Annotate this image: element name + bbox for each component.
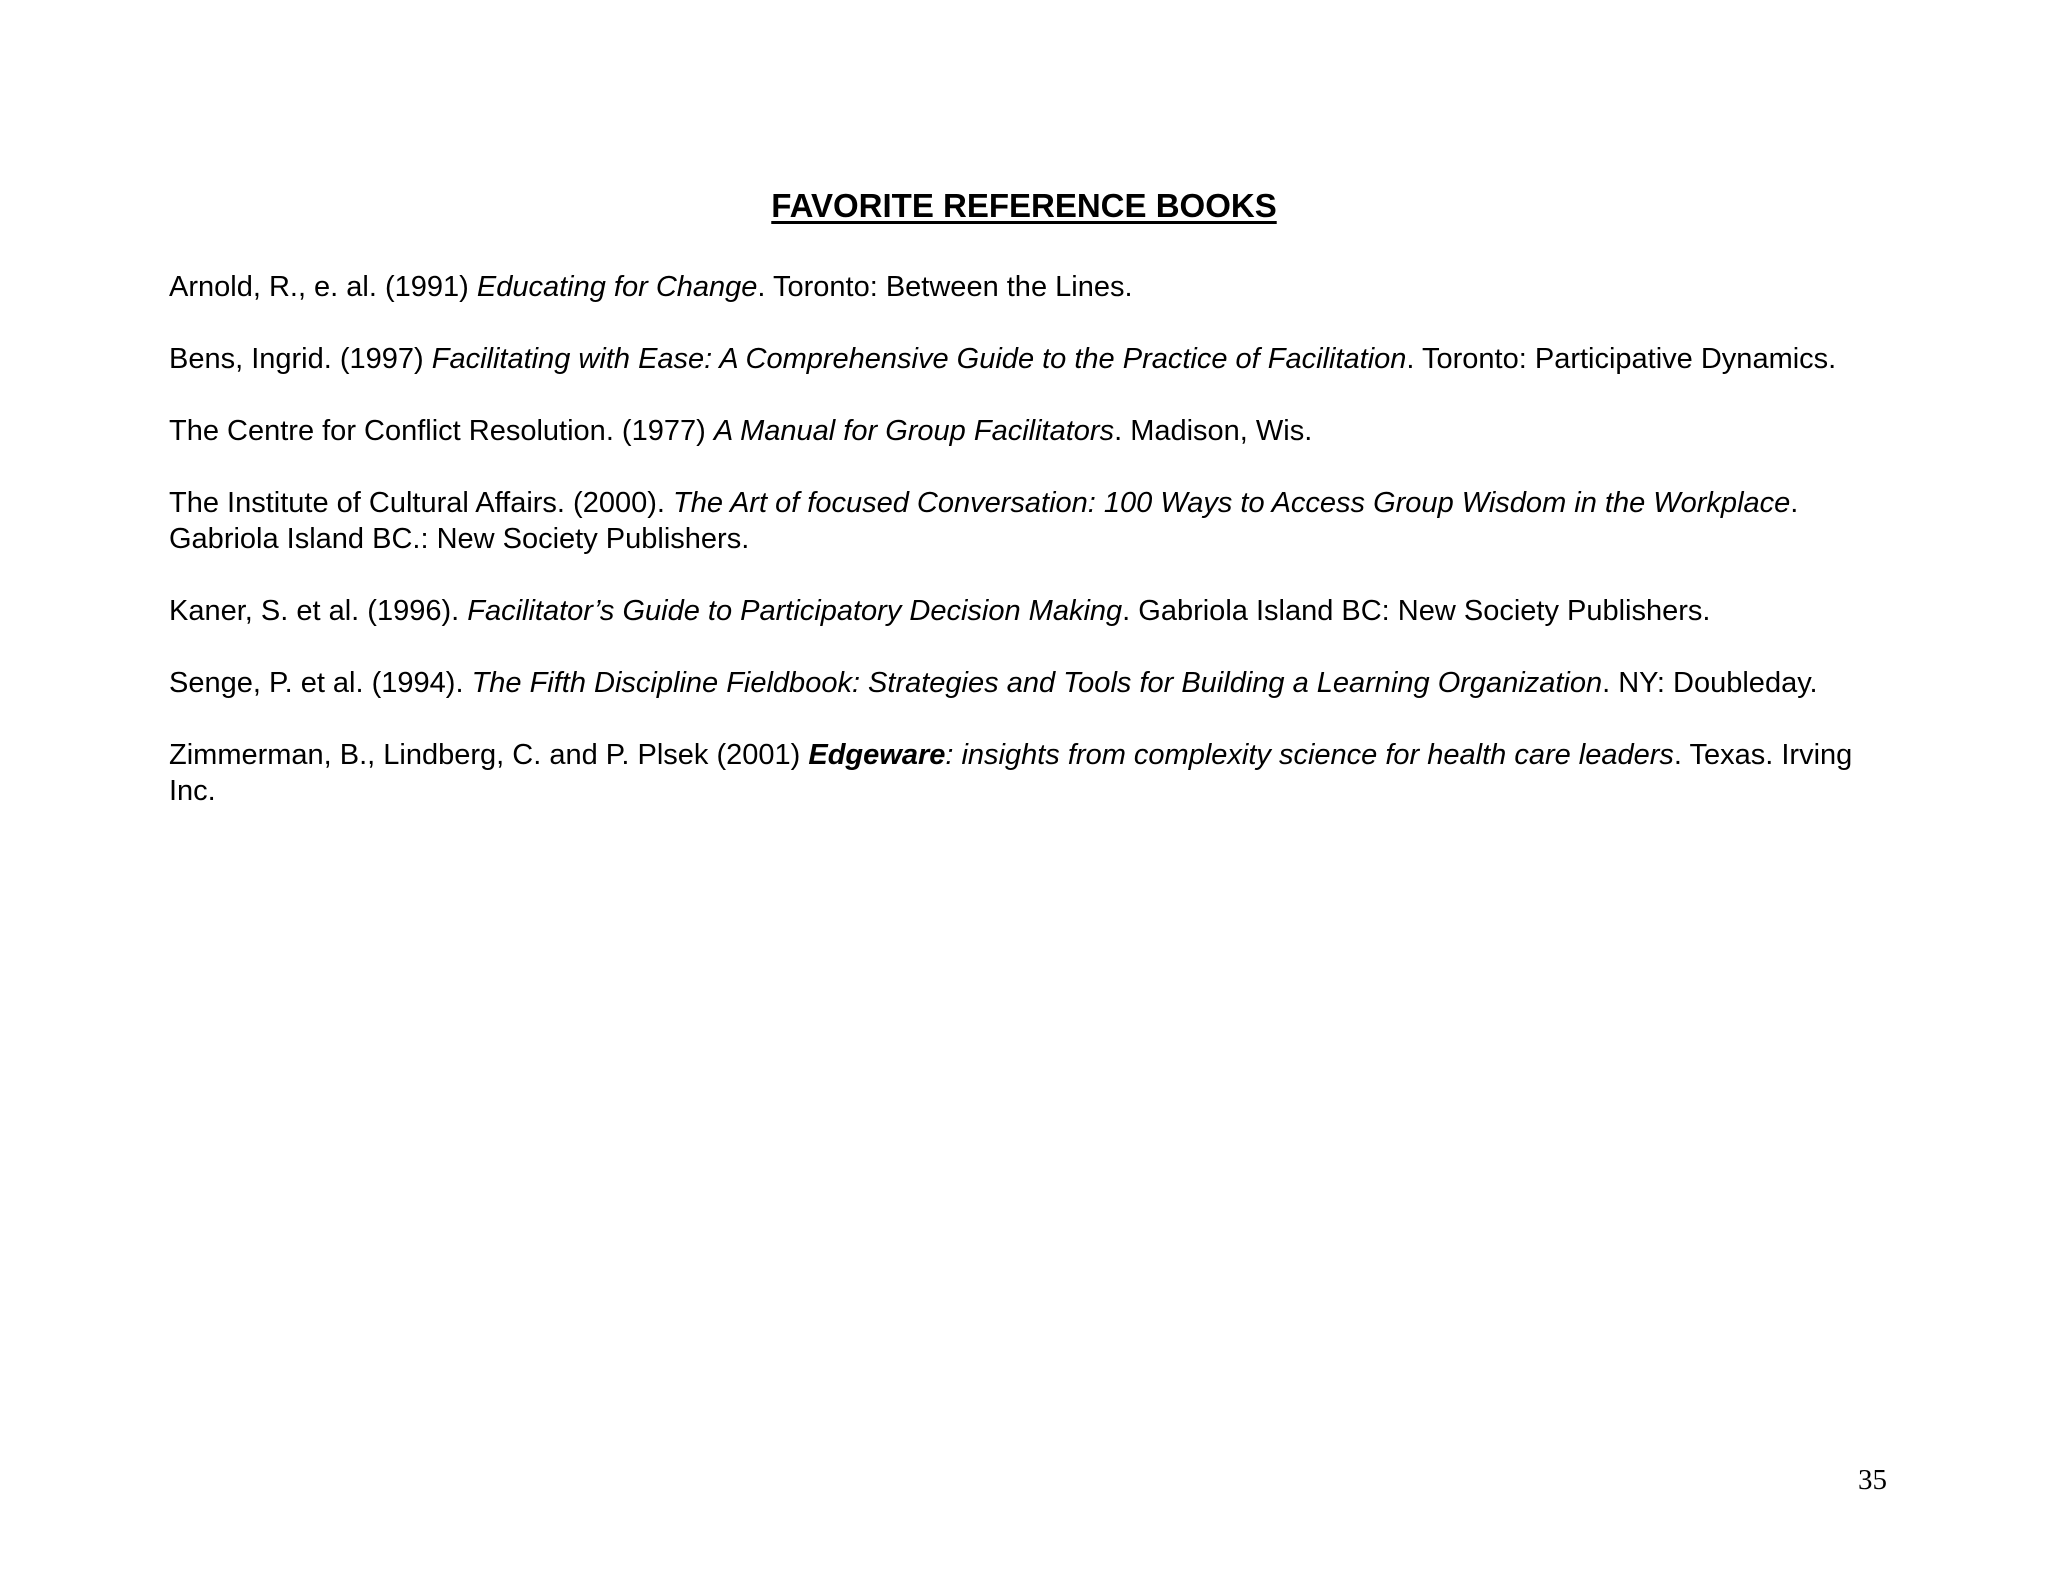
page-number: 35 [1858,1464,1887,1496]
reference-entry-arnold [169,269,1869,305]
reference-author-date: The Centre for Conflict Resolution. (1977) [169,415,714,447]
reference-entry-kaner [169,593,1869,629]
reference-publisher: . Madison, Wis. [1114,415,1313,447]
reference-author-date: The Institute of Cultural Affairs. (2000). [169,487,673,519]
reference-entry-institute-cultural-affairs [169,485,1869,557]
reference-entry-senge [169,665,1869,701]
reference-title-bold: Edgeware [808,739,946,771]
reference-title: Facilitating with Ease: A Comprehensive Guide to the Practice of Facilitation [431,343,1407,375]
reference-title: : insights from complexity science for health care leaders [945,739,1674,771]
reference-title: Facilitator’s Guide to Participatory Decision Making [467,595,1123,627]
reference-author-date: Bens, Ingrid. (1997) [169,343,432,375]
reference-title: A Manual for Group Facilitators [713,415,1115,447]
reference-publisher: . Toronto: Between the Lines. [757,271,1133,303]
reference-title: The Fifth Discipline Fieldbook: Strategies and Tools for Building a Learning Organization [471,667,1603,699]
reference-publisher: . Gabriola Island BC.: New Society Publishers. [169,487,1799,555]
reference-publisher: . Texas. Irving Inc. [169,739,1853,807]
reference-publisher: . Gabriola Island BC: New Society Publishers. [1122,595,1711,627]
reference-entry-bens [169,341,1869,377]
reference-author-date: Kaner, S. et al. (1996). [169,595,468,627]
reference-entry-zimmerman [169,737,1869,809]
reference-title: The Art of focused Conversation: 100 Ways to Access Group Wisdom in the Workplace [673,487,1791,519]
reference-author-date: Zimmerman, B., Lindberg, C. and P. Plsek (2001) [169,739,809,771]
reference-publisher: . NY: Doubleday. [1602,667,1818,699]
reference-author-date: Arnold, R., e. al. (1991) [169,271,477,303]
page-title: FAVORITE REFERENCE BOOKS [771,187,1277,224]
reference-title: Educating for Change [476,271,758,303]
reference-author-date: Senge, P. et al. (1994). [169,667,472,699]
reference-list [169,269,1869,845]
reference-publisher: . Toronto: Participative Dynamics. [1406,343,1837,375]
reference-entry-centre-conflict-resolution [169,413,1869,449]
